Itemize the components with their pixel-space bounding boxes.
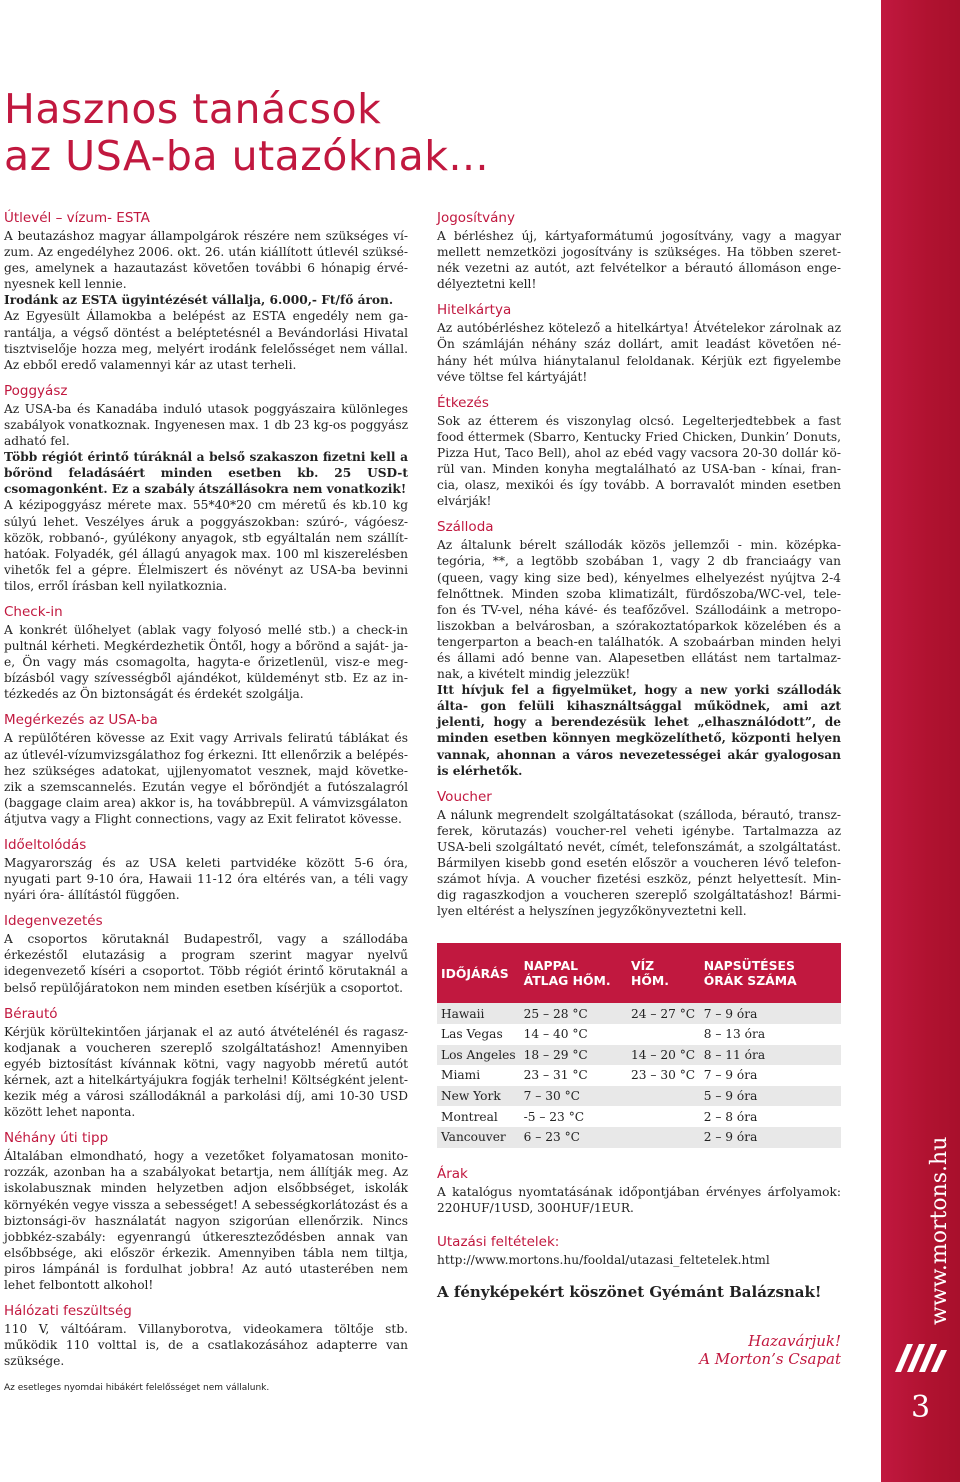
table-cell: -5 – 23 °C [523,1109,585,1124]
section-paragraph: Kérjük körültekintően járjanak el az autó átvételénél és ragasz- kodjanak a voucheren szereplő szolgáltatáshoz! Amennyiben egyéb biztosítást kívánnak kötni, vagy nagyobb méretű autót kérnek, azt a hitelkártyájukra fogják terhelni! Költségként jelent- kezik még a városi szállodáknál a parkolási díj, ami 10-30 USD között lehet naponta. [4,1024,408,1120]
section [4,604,408,702]
table-cell: 25 – 28 °C [523,1006,588,1021]
climate-header-cell: VÍZ HŐM. [630,958,669,989]
section-paragraph: Irodánk az ESTA ügyintézését vállalja, 6.000,- Ft/fő áron. [4,293,394,308]
section [437,395,841,510]
table-cell [627,1127,700,1148]
page-title [4,86,489,180]
table-cell [627,1086,700,1107]
signoff-line-1: Hazavárjuk! [748,1331,841,1350]
section-paragraph: Az általunk bérelt szállodák közös jellemzői - min. középka- tegória, **, a legtöbb szobában 1, vagy 2 db franciaágy van (queen, vagy king size bed), kényelmes elhelyezést nyújtva 2-4 felnőttnek. Minden szoba klimatizált, fürdőszoba/WC-vel, tele- fon és TV-vel, néha kávé- és teafőzővel. Szállodáink a metropo- liszokban a belvárosban, a szórakoztatóparkok közelében és a tengerparton a beach-en találhatók. A szobaárban minden helyi és állami adó benne van. Alapesetben ellátást nem tartalmaz- nak, a kivételt mindig jelezzük! [437,538,841,682]
travel-terms-link[interactable]: http://www.mortons.hu/fooldal/utazasi_feltetelek.html [437,1252,770,1267]
signoff [437,1332,841,1368]
section [4,383,408,594]
travel-terms-heading: Utazási feltételek: [437,1233,560,1250]
climate-header-cell: NAPSÜTÉSES ÓRÁK SZÁMA [703,958,797,989]
climate-table-body [437,1003,841,1147]
title-line-2: az USA-ba utazóknak... [4,132,490,180]
section-paragraph: Itt hívjuk fel a figyelmüket, hogy a new yorki szállodák álta- gon felüli kihasználtsággal működnek, ami azt jelenti, hogy a berendezésük lehet „elhasználódott”, de minden esetben könnyen megközelíthető, központi helyen vannak, ahonnan a város nevezetességei akár gyalogosan is elérhetők. [437,683,841,778]
section-heading: Étkezés [437,394,489,411]
sidebar-url: www.mortons.hu [927,1136,952,1325]
section [4,712,408,827]
section-paragraph: Több régiót érintő túráknál a belső szakaszon fizetni kell a bőrönd feladásáért minden esetben kb. 25 USD-t csomagonként. Ez a szabály átszállásokra nem vonatkozik! [4,450,408,497]
title-line-1: Hasznos tanácsok [4,85,382,133]
section-heading: Megérkezés az USA-ba [4,712,158,729]
section-paragraph: A bérléshez új, kártyaformátumú jogosítvány, vagy a magyar mellett nemzetközi jogosítvány is szükséges. Ha többen szeret- nék vezetni az autót, azt felvételkor a bérautó állomáson enge- délyeztetni kell! [437,229,841,292]
section-heading: Szálloda [437,519,494,536]
section-heading: Idegenvezetés [4,913,103,930]
table-cell [627,1024,700,1045]
prices-text: A katalógus nyomtatásának időpontjában érvényes árfolyamok: 220HUF/1USD, 300HUF/1EUR. [437,1184,841,1215]
section-heading: Hitelkártya [437,302,512,319]
climate-header-cell: IDŐJÁRÁS [441,965,509,981]
section-paragraph: Magyarország és az USA keleti partvidéke között 5-6 óra, nyugati part 9-10 óra, Hawaii 11-12 óra eltérés van, a téli vagy nyári óra- állítástól függően. [4,856,408,903]
climate-table [437,943,841,1147]
section-paragraph: Általában elmondható, hogy a vezetőket folyamatosan monito- rozzák, azonban ha a szabályokat betartja, nem állítják meg. Az iskolabusznak minden helyzetben adjon elsőbbséget, iskolák környékén vegye vissza a sebességet! A sebességkorlátozást és a biztonsági-öv használatát nagyon szigorúan ellenőrzik. Nincs jobbkéz-szabály: egyenrangú útkereszteződésben annak van elsőbbsége, aki először érkezik. Amennyiben tábla nem tiltja, piros lámpánál is fordulhat jobbra! Az autó utasterében nem lehet felbontott alkohol! [4,1149,408,1292]
table-row [437,1045,841,1066]
mortons-logo-icon [893,1340,949,1374]
section-paragraph: A repülőtéren kövesse az Exit vagy Arrivals feliratú táblákat és az útlevél-vízumvizsgálathoz fog érkezni. Itt ellenőrzik a belépés- hez szükséges adatokat, ujjlenyomatot vesznek, majd követke- zik a szemscannelés. Ezután vegye el bőröndjét a futószalagról (baggage claim area) akkor is, ha továbbrepül. A vámvizsgálaton átjutva vagy a Flight connections, vagy az Exit feliratot kövesse. [4,731,408,826]
table-cell: 7 – 30 °C [523,1089,580,1103]
right-sections [437,210,841,919]
section-heading: Poggyász [4,382,68,399]
section [437,302,841,384]
table-cell: 8 – 11 óra [703,1047,766,1062]
section [437,789,841,920]
table-cell: 7 – 9 óra [703,1068,758,1083]
table-row [437,1127,841,1148]
climate-header-cell: NAPPAL ÁTLAG HŐM. [523,958,611,989]
section-paragraph: Az USA-ba és Kanadába induló utasok poggyászaira különleges szabályok vonatkoznak. Ingyenesen max. 1 db 23 kg-os poggyász adható fel. [4,401,408,449]
section-heading: Voucher [437,788,492,805]
section-heading: Néhány úti tipp [4,1130,109,1147]
table-cell: 24 – 27 °C [630,1006,696,1021]
table-cell: Los Angeles [441,1047,516,1062]
table-cell: 8 – 13 óra [703,1027,766,1042]
page-number: 3 [910,1390,931,1425]
section-paragraph: Az Egyesült Államokba a belépést az ESTA engedély nem ga- rantálja, a végső döntést a beléptetésnél a Bevándorlási Hivatal tisztviselője hozza meg, melyért irodánk felelősséget nem vállal. Az ebből eredő valamennyi kár az utast terheli. [4,309,408,372]
section-heading: Időeltolódás [4,837,87,853]
table-row [437,1065,841,1086]
table-cell: 2 – 8 óra [703,1109,758,1124]
section-heading: Bérautó [4,1005,58,1022]
section [437,210,841,292]
section [4,837,408,903]
table-cell: 5 – 9 óra [703,1089,758,1103]
section-paragraph: A csoportos körutaknál Budapestről, vagy a szállodába érkezéstől elutazásig a program szerint magyar nyelvű idegenvezető kíséri a csoportot. Több régiót érintő körutaknál a belső repülőjáratokon nem minden esetben kísérjük a csoportot. [4,932,408,995]
table-cell: New York [441,1089,501,1103]
section-paragraph: A nálunk megrendelt szolgáltatásokat (szálloda, bérautó, transz- ferek, körutazás) voucher-rel veheti igénybe. Tartalmazza az USA-beli szolgáltató nevét, címét, telefonszámát, a szolgáltatást. Bármilyen kisebb gond esetén először a voucheren lévő telefon- számot hívja. A voucher fizetési eszköz, pénzt helyettesít. Min- dig ragaszkodjon a voucheren szereplő szolgáltatáshoz! Bármi- lyen eltérést a helyszínen jegyzőkönyveztetni kell. [437,807,841,919]
travel-terms-section [437,1234,841,1268]
table-cell: Miami [441,1068,481,1083]
section-paragraph: Sok az étterem és viszonylag olcsó. Legelterjedtebbek a fast food éttermek (Sbarro, Kentucky Fried Chicken, Dunkin’ Donuts, Pizza Hut, Taco Bell), ahol az ebéd vagy vacsora 20-30 dollár kö- rül van. Minden konyha megtalálható az USA-ban - kínai, fran- cia, olasz, mexikói és így tovább. A borravalót minden esetben elvárják! [437,413,841,509]
table-row [437,1024,841,1045]
right-column [437,210,841,1368]
table-cell: Las Vegas [441,1027,503,1042]
table-cell: Hawaii [441,1006,485,1021]
prices-section [437,1166,841,1216]
table-row [437,1106,841,1127]
section-paragraph: Az autóbérléshez kötelező a hitelkártya! Átvételekor zárolnak az Ön számláján néhány száz dollárt, amit leadást követően né- hány hét múlva hiánytalanul feloldanak. Kérjük ezt figyelembe véve töltse fel kártyáját! [437,321,841,384]
section [4,1006,408,1121]
section [4,1303,408,1369]
section-heading: Útlevél – vízum- ESTA [4,210,150,226]
table-cell: 14 – 20 °C [630,1047,696,1062]
section-heading: Hálózati feszültség [4,1303,132,1320]
table-cell: 23 – 30 °C [630,1068,696,1083]
climate-table-header [437,943,841,1003]
table-cell: 2 – 9 óra [703,1130,758,1145]
section-paragraph: A beutazáshoz magyar állampolgárok részére nem szükséges ví- zum. Az engedélyhez 2006. okt. 26. után kiállított útlevél szüksé- ges, amelynek a hazautazást követően további 6 hónapig érvé- nyesnek kell lennie. [4,229,408,292]
section-paragraph: A konkrét ülőhelyet (ablak vagy folyosó mellé stb.) a check-in pultnál kérheti. Megkérdezhetik Öntől, hogy a bőrönd a saját- ja-e, Ön vagy más csomagolta, hagyta-e őrizetlenül, visz-e meg- bízásból vagy szívességből ajándékot, küldeményt stb. Ez az in- tézkedés az Ön biztonságát és érdekét szolgálja. [4,622,408,702]
section-heading: Check-in [4,603,63,620]
table-row [437,1003,841,1024]
photo-credit: A fényképekért köszönet Gyémánt Balázsnak! [437,1282,822,1301]
section [437,519,841,778]
table-cell: 7 – 9 óra [703,1006,758,1021]
table-row [437,1086,841,1107]
table-cell: 18 – 29 °C [523,1047,588,1062]
table-cell: 23 – 31 °C [523,1068,588,1083]
table-cell: 6 – 23 °C [523,1130,580,1145]
table-cell [627,1106,700,1127]
table-cell: Montreal [441,1109,498,1124]
section [4,1130,408,1293]
section [4,913,408,995]
section-paragraph: 110 V, váltóáram. Villanyborotva, videokamera töltője stb. működik 110 volttal is, de a csatlakozásához adapterre van szüksége. [4,1322,408,1369]
table-cell: 14 – 40 °C [523,1027,588,1042]
section [4,210,408,373]
section-paragraph: A kézipoggyász mérete max. 55*40*20 cm méretű és kb.10 kg súlyú lehet. Veszélyes áruk a poggyászokban: szúró-, vágóesz- közök, robbanó-, gyúlékony anyagok, stb egyáltalán nem szállít- hatóak. Folyadék, gél állagú anyagok max. 100 ml kiszerelésben vihetők fel a gépre. Élelmiszert és növényt az USA-ba bevinni tilos, erről írásban kell nyilatkoznia. [4,498,408,593]
footer-note: Az esetleges nyomdai hibákért felelősséget nem vállalunk. [4,1383,270,1393]
left-column [4,210,408,1379]
section-heading: Jogosítvány [437,210,515,226]
prices-heading: Árak [437,1165,468,1182]
table-cell: Vancouver [441,1130,506,1145]
signoff-line-2: A Morton’s Csapat [699,1349,841,1368]
